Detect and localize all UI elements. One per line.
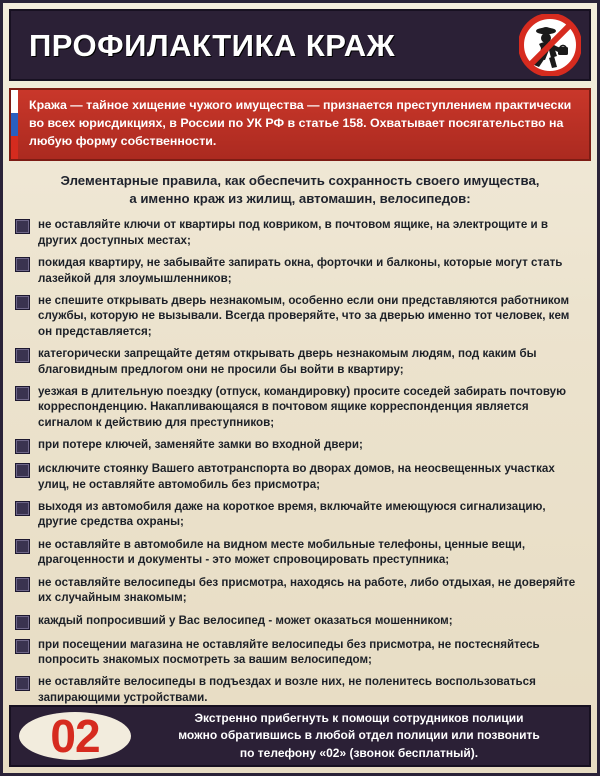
square-bullet-icon	[15, 463, 30, 478]
emergency-number-badge	[11, 712, 139, 760]
rule-text: категорически запрещайте детям открывать дверь незнакомым людям, под каким бы благовидным предлогом они не просили бы войти в квартиру;	[38, 347, 537, 376]
square-bullet-icon	[15, 386, 30, 401]
list-item	[15, 499, 583, 530]
rule-text: уезжая в длительную поездку (отпуск, командировку) просите соседей забирать почтовую корреспонденцию. Накапливающаяся в почтовом ящике корреспонденция является сигналом к действию для преступников;	[38, 385, 567, 429]
square-bullet-icon	[15, 219, 30, 234]
poster-header	[9, 9, 591, 81]
definition-band	[9, 88, 591, 161]
list-item	[15, 674, 583, 705]
emergency-number-text: 02	[50, 710, 100, 762]
square-bullet-icon	[15, 257, 30, 272]
square-bullet-icon	[15, 295, 30, 310]
rule-text: исключите стоянку Вашего автотранспорта во дворах домов, на неосвещенных участках улиц, не оставляйте автомобиль без присмотра;	[38, 462, 555, 491]
square-bullet-icon	[15, 539, 30, 554]
list-item	[15, 293, 583, 339]
list-item	[15, 537, 583, 568]
rule-text: при потере ключей, заменяйте замки во входной двери;	[38, 438, 363, 452]
rule-text: выходя из автомобиля даже на короткое время, включайте имеющуюся сигнализацию, другие средства охраны;	[38, 500, 546, 529]
poster-footer	[9, 705, 591, 767]
rule-text: не оставляйте ключи от квартиры под ковриком, в почтовом ящике, на электрощите и в других доступных местах;	[38, 218, 549, 247]
square-bullet-icon	[15, 676, 30, 691]
square-bullet-icon	[15, 501, 30, 516]
intro-line-1: Элементарные правила, как обеспечить сохранность своего имущества,	[60, 172, 540, 188]
intro-line-2: а именно краж из жилищ, автомашин, велосипедов:	[129, 191, 471, 207]
rule-text: не оставляйте велосипеды без присмотра, находясь на работе, либо отдыхая, не доверяйте их случайным знакомым;	[38, 575, 576, 605]
square-bullet-icon	[15, 615, 30, 630]
square-bullet-icon	[15, 348, 30, 363]
list-item	[15, 437, 583, 454]
definition-text: Кража — тайное хищение чужого имущества — признается преступлением практически во всех юрисдикциях, в России по УК РФ в статье 158. Охватывает посягательство на любую форму собственности.	[29, 98, 572, 148]
russian-flag-stripe	[11, 90, 18, 159]
rule-text: не оставляйте велосипеды в подъездах и возле них, не поленитесь воспользоваться запирающими устройствами.	[38, 675, 536, 704]
rule-text: при посещении магазина не оставляйте велосипеды без присмотра, не постесняйтесь попросить знакомых посмотреть за вашим велосипедом;	[38, 637, 540, 666]
list-item	[15, 613, 583, 630]
list-item	[15, 346, 583, 377]
list-item	[15, 575, 583, 606]
list-item	[15, 255, 583, 286]
footer-line-1: Экстренно прибегнуть к помощи сотрудников полиции	[194, 710, 524, 725]
footer-line-3: по телефону «02» (звонок бесплатный).	[239, 745, 479, 760]
rule-text: каждый попросивший у Вас велосипед - может оказаться мошенником;	[38, 613, 453, 627]
list-item	[15, 461, 583, 492]
footer-text	[139, 710, 589, 762]
list-item	[15, 637, 583, 668]
list-item	[15, 217, 583, 248]
footer-line-2: можно обратившись в любой отдел полиции или позвонить	[178, 728, 540, 743]
rule-text: не спешите открывать дверь незнакомым, особенно если они представляются работником службы, которую не вызывали. Всегда проверяйте, что за дверью именно тот человек, кем он представляется;	[38, 294, 570, 338]
rule-text: не оставляйте в автомобиле на видном месте мобильные телефоны, ценные вещи, драгоценности и документы - это может спровоцировать преступника;	[38, 537, 526, 567]
square-bullet-icon	[15, 639, 30, 654]
page-title: ПРОФИЛАКТИКА КРАЖ	[29, 27, 396, 63]
square-bullet-icon	[15, 439, 30, 454]
square-bullet-icon	[15, 577, 30, 592]
rule-text: покидая квартиру, не забывайте запирать окна, форточки и балконы, которые могут стать лазейкой для злоумышленников;	[38, 256, 563, 285]
list-item	[15, 384, 583, 430]
intro-block	[3, 161, 597, 217]
rules-list	[3, 217, 597, 705]
no-thief-sign-icon	[519, 14, 581, 76]
emergency-number-oval	[19, 712, 131, 760]
